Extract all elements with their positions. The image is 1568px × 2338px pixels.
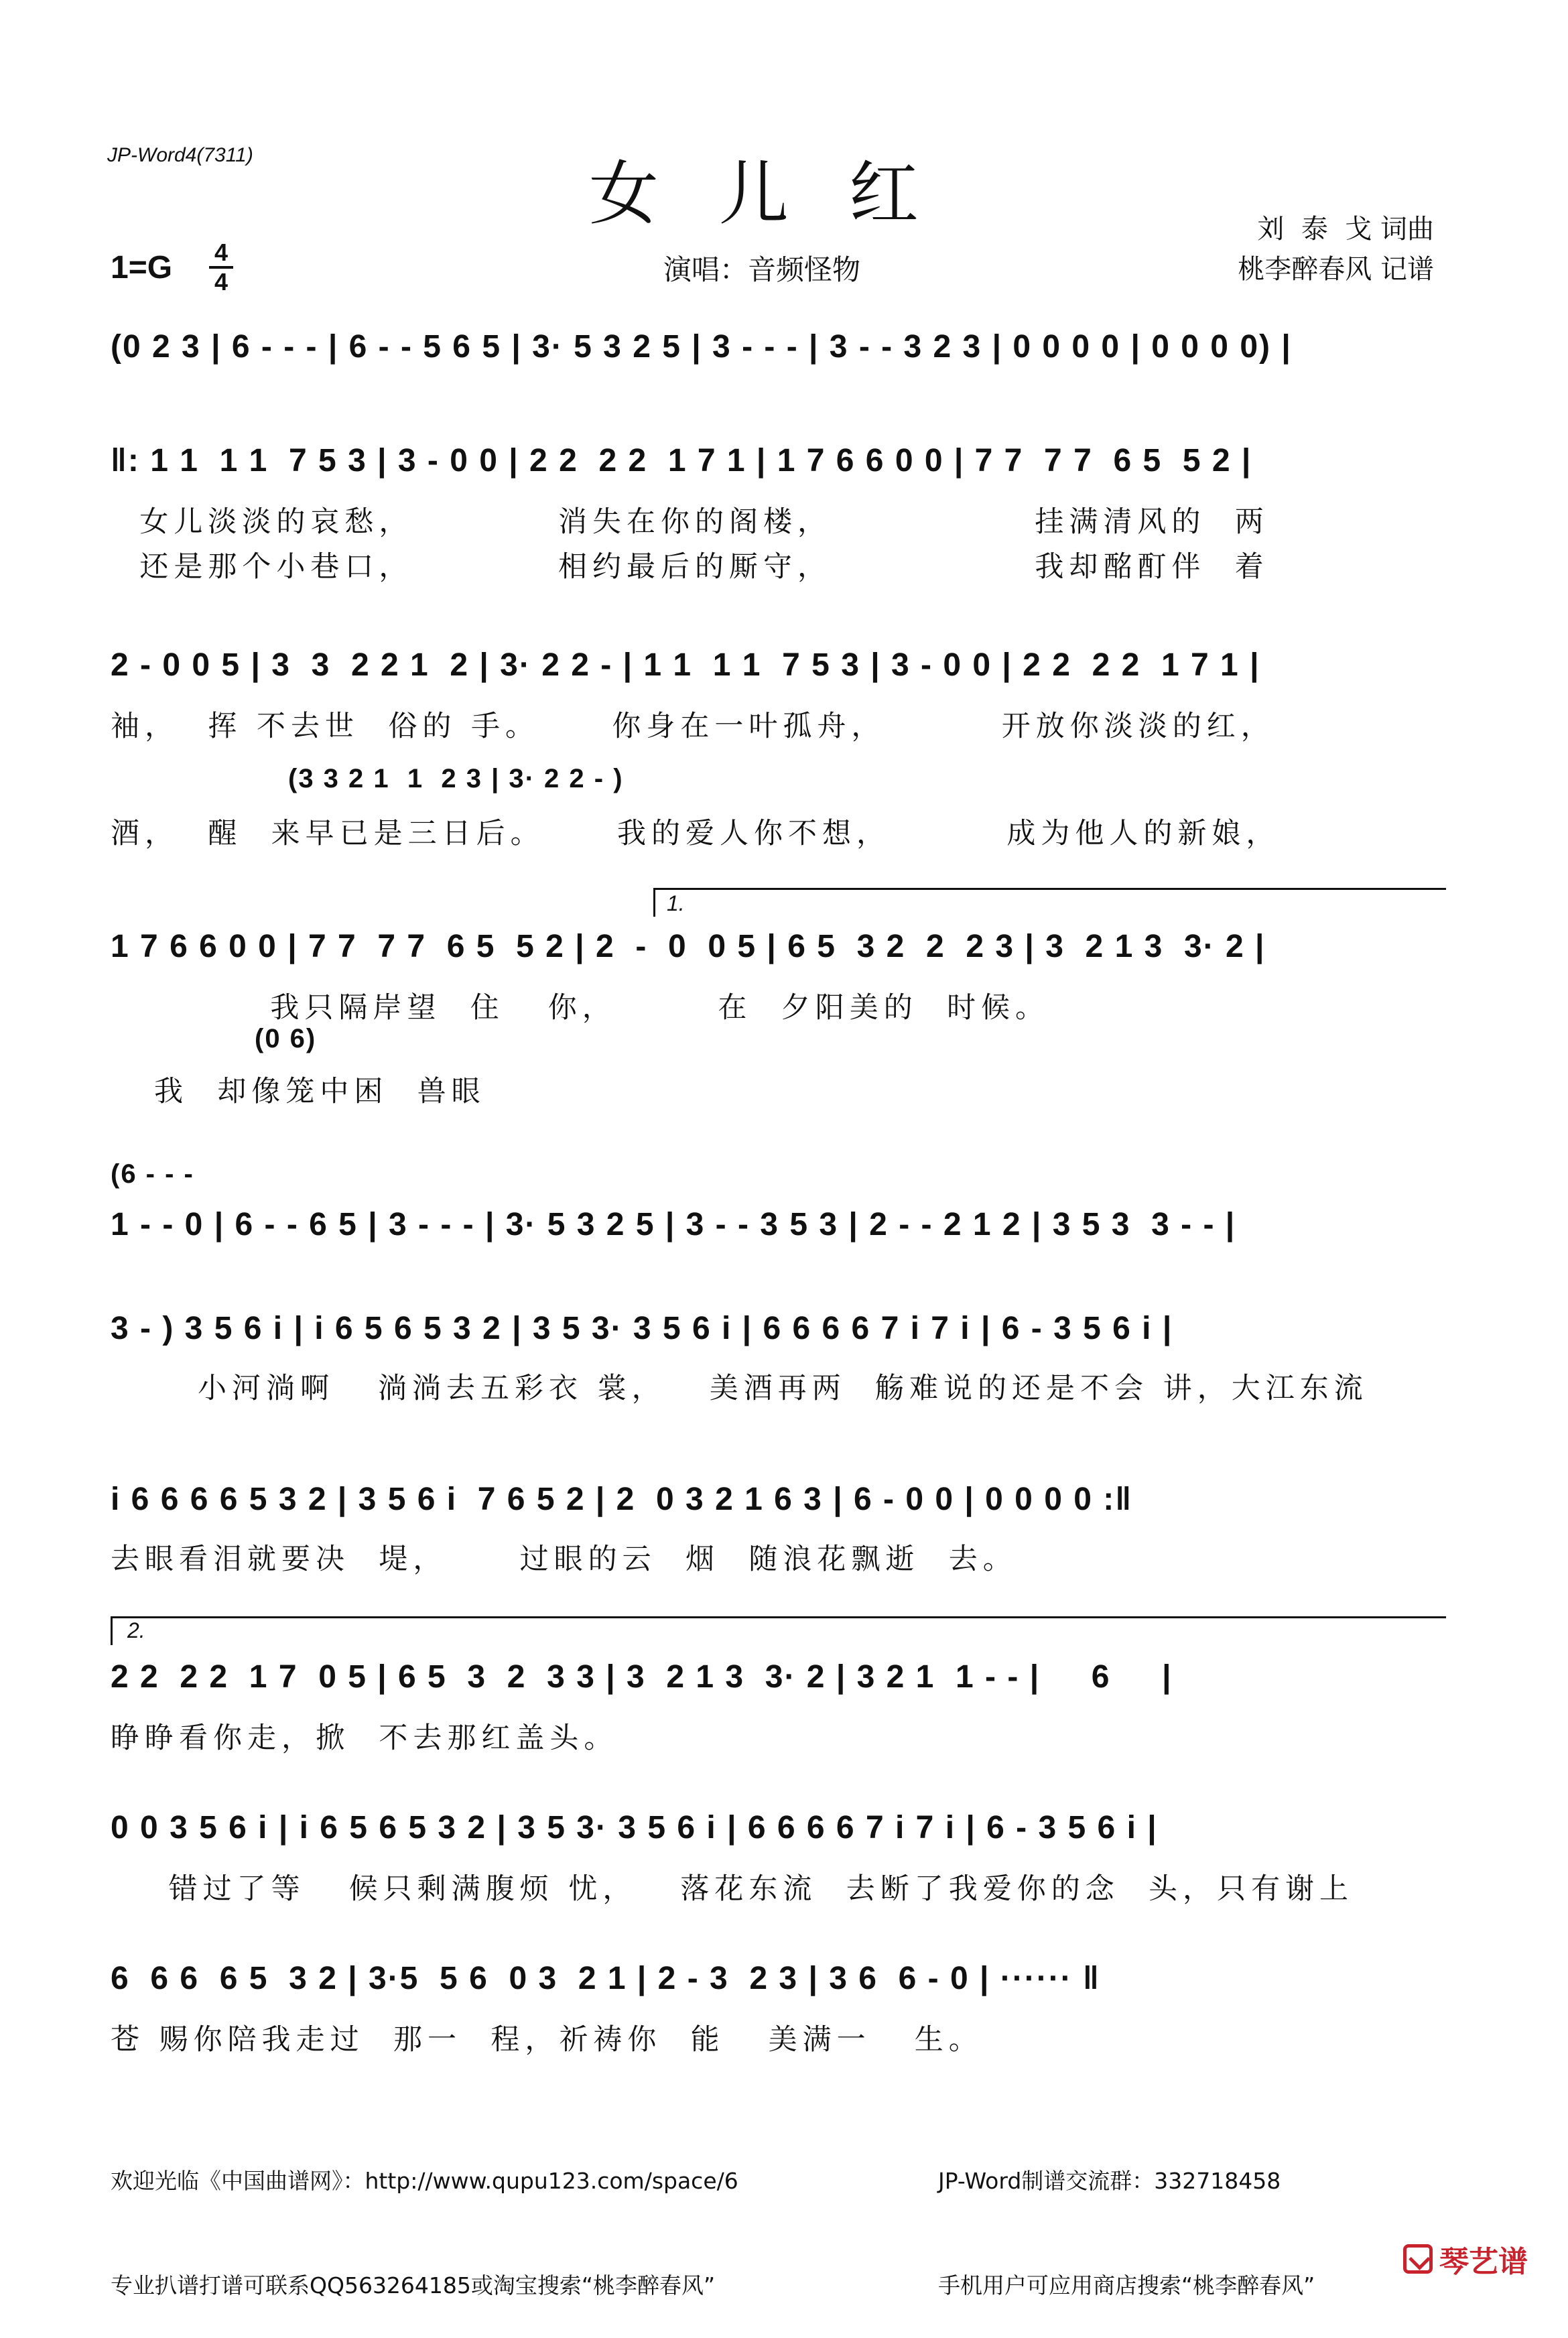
score-row-5: 3 - ) 3 5 6 i | i 6 5 6 5 3 2 | 3 5 3· 3 5 6 i | 6 6 6 6 7 i 7 i | 6 - 3 5 6 i | <box>111 1311 1173 1346</box>
logo-text: 琴艺谱 <box>1439 2245 1528 2279</box>
footer-app: 手机用户可应用商店搜索“桃李醉春风” <box>938 2272 1315 2298</box>
lyric-row-3-verse-2: 我 却像笼中困 兽眼 <box>111 1075 486 1108</box>
footer-right <box>938 2094 1315 2338</box>
lyric-row-2-verse-2: 酒， 醒 来早已是三日后。 我的爱人你不想， 成为他人的新娘， <box>111 817 1281 850</box>
score-row-2: 2 - 0 0 5 | 3 3 2 2 1 2 | 3· 2 2 - | 1 1 1 1 7 5 3 | 3 - 0 0 | 2 2 2 2 1 7 1 | <box>111 647 1260 683</box>
logo-icon <box>1403 2244 1433 2274</box>
lyricist-composer-credit: 刘 泰 戈 词曲 <box>1257 214 1434 245</box>
song-title: 女儿红 <box>588 153 979 235</box>
time-signature <box>209 240 233 295</box>
time-signature-top: 4 <box>214 239 228 266</box>
score-row-7: 2 2 2 2 1 7 0 5 | 6 5 3 2 3 3 | 3 2 1 3 3· 2 | 3 2 1 1 - - | 6 | <box>111 1659 1173 1695</box>
volta-bracket-2 <box>111 1616 1446 1645</box>
score-row-8: 0 0 3 5 6 i | i 6 5 6 5 3 2 | 3 5 3· 3 5 6 i | 6 6 6 6 7 i 7 i | 6 - 3 5 6 i | <box>111 1810 1158 1845</box>
footer-left <box>111 2094 738 2338</box>
score-row-1: ‖: 1 1 1 1 7 5 3 | 3 - 0 0 | 2 2 2 2 1 7 1 | 1 7 6 6 0 0 | 7 7 7 7 6 5 5 2 | <box>111 443 1252 478</box>
score-row-4: 1 - - 0 | 6 - - 6 5 | 3 - - - | 3· 5 3 2 5 | 3 - - 3 5 3 | 2 - - 2 1 2 | 3 5 3 3 - - | <box>111 1207 1236 1242</box>
score-row-2-alternate: (3 3 2 1 1 2 3 | 3· 2 2 - ) <box>288 764 624 793</box>
time-signature-bottom: 4 <box>214 268 228 296</box>
score-row-intro: (0 2 3 | 6 - - - | 6 - - 5 6 5 | 3· 5 3 2 5 | 3 - - - | 3 - - 3 2 3 | 0 0 0 0 | 0 0 0 0) | <box>111 329 1292 365</box>
singer-credit: 演唱：音频怪物 <box>663 253 861 286</box>
footer-contact: 专业扒谱打谱可联系QQ563264185或淘宝搜索“桃李醉春风” <box>111 2272 716 2298</box>
key-signature: 1=G <box>111 250 173 285</box>
footer-group: JP-Word制谱交流群：332718458 <box>938 2168 1281 2194</box>
lyric-row-5: 小河淌啊 淌淌去五彩衣 裳， 美酒再两 觞难说的还是不会 讲，大江东流 <box>111 1372 1368 1405</box>
lyric-row-1-verse-2: 还是那个小巷口， 相约最后的厮守， 我却酩酊伴 着 <box>111 550 1269 584</box>
lyric-row-2-verse-1: 袖， 挥 不去世 俗的 手。 你身在一叶孤舟， 开放你淡淡的红， <box>111 710 1275 743</box>
lyric-row-3-verse-1: 我只隔岸望 住 你， 在 夕阳美的 时候。 <box>111 991 1050 1025</box>
lyric-row-1-verse-1: 女儿淡淡的哀愁， 消失在你的阁楼， 挂满清风的 两 <box>111 505 1269 539</box>
volta-number-1: 1. <box>667 891 685 915</box>
score-row-4-upper: (6 - - - <box>111 1159 194 1189</box>
score-row-9: 6 6 6 6 5 3 2 | 3·5 5 6 0 3 2 1 | 2 - 3 2 3 | 3 6 6 - 0 | ······ ‖ <box>111 1961 1100 1996</box>
software-version: JP-Word4(7311) <box>107 144 253 166</box>
score-row-3-alternate: (0 6) <box>255 1024 317 1053</box>
lyric-row-8: 错过了等 候只剩满腹烦 忧， 落花东流 去断了我爱你的念 头，只有谢上 <box>111 1872 1354 1906</box>
volta-bracket-1 <box>653 888 1446 917</box>
site-logo <box>1403 2237 1528 2280</box>
lyric-row-6: 去眼看泪就要决 堤， 过眼的云 烟 随浪花飘逝 去。 <box>111 1543 1017 1576</box>
lyric-row-9: 苍 赐你陪我走过 那一 程，祈祷你 能 美满一 生。 <box>111 2023 983 2057</box>
score-row-6: i 6 6 6 6 5 3 2 | 3 5 6 i 7 6 5 2 | 2 0 3 2 1 6 3 | 6 - 0 0 | 0 0 0 0 :‖ <box>111 1482 1133 1517</box>
lyric-row-7: 睁睁看你走，掀 不去那红盖头。 <box>111 1722 618 1755</box>
footer-website: 欢迎光临《中国曲谱网》：http://www.qupu123.com/space/6 <box>111 2168 738 2194</box>
volta-number-2: 2. <box>127 1618 145 1642</box>
credits <box>1238 209 1434 289</box>
score-row-3: 1 7 6 6 0 0 | 7 7 7 7 6 5 5 2 | 2 - 0 0 5 | 6 5 3 2 2 2 3 | 3 2 1 3 3· 2 | <box>111 929 1266 964</box>
notation-credit: 桃李醉春风 记谱 <box>1238 254 1434 285</box>
